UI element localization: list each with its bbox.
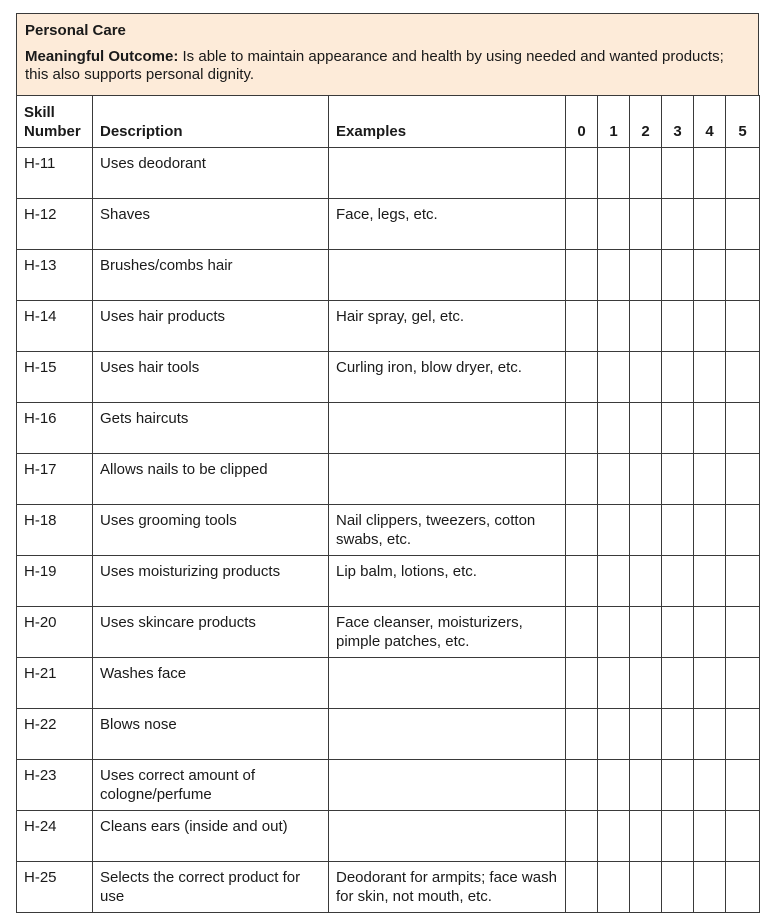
score-4-cell[interactable] [694, 454, 726, 505]
score-2-cell[interactable] [630, 148, 662, 199]
score-0-cell[interactable] [566, 352, 598, 403]
score-5-cell[interactable] [726, 301, 760, 352]
meaningful-outcome [25, 48, 750, 84]
score-3-cell[interactable] [662, 811, 694, 862]
examples-cell [329, 760, 566, 811]
score-2-cell[interactable] [630, 658, 662, 709]
outcome-text: Is able to maintain appearance and health by using needed and wanted products; this also supports personal dignity. [25, 48, 724, 83]
score-1-cell[interactable] [598, 811, 630, 862]
examples-cell: Nail clippers, tweezers, cotton swabs, etc. [329, 505, 566, 556]
score-2-cell[interactable] [630, 250, 662, 301]
score-1-cell[interactable] [598, 148, 630, 199]
score-5-cell[interactable] [726, 607, 760, 658]
examples-cell [329, 250, 566, 301]
score-5-cell[interactable] [726, 709, 760, 760]
score-1-cell[interactable] [598, 760, 630, 811]
skill-number-cell: H-14 [17, 301, 93, 352]
examples-cell [329, 709, 566, 760]
table-row [17, 556, 760, 607]
description-cell: Uses moisturizing products [93, 556, 329, 607]
score-1-cell[interactable] [598, 454, 630, 505]
score-1-cell[interactable] [598, 607, 630, 658]
score-2-cell[interactable] [630, 301, 662, 352]
examples-cell [329, 658, 566, 709]
header-number-label: Number [24, 123, 81, 140]
table-row [17, 709, 760, 760]
score-0-cell[interactable] [566, 760, 598, 811]
score-0-cell[interactable] [566, 505, 598, 556]
score-5-cell[interactable] [726, 454, 760, 505]
skills-table-body [17, 148, 760, 913]
skill-number-cell: H-25 [17, 862, 93, 913]
score-2-cell[interactable] [630, 556, 662, 607]
score-3-cell[interactable] [662, 658, 694, 709]
header-score-1: 1 [598, 96, 630, 148]
examples-cell [329, 454, 566, 505]
table-row [17, 505, 760, 556]
table-row [17, 352, 760, 403]
skill-number-cell: H-16 [17, 403, 93, 454]
examples-cell [329, 811, 566, 862]
description-cell: Uses deodorant [93, 148, 329, 199]
score-4-cell[interactable] [694, 250, 726, 301]
description-cell: Selects the correct product for use [93, 862, 329, 913]
score-2-cell[interactable] [630, 760, 662, 811]
score-2-cell[interactable] [630, 709, 662, 760]
personal-care-sheet [16, 13, 759, 913]
description-cell: Blows nose [93, 709, 329, 760]
score-1-cell[interactable] [598, 556, 630, 607]
header-skill-number [17, 96, 93, 148]
examples-cell: Deodorant for armpits; face wash for skin, not mouth, etc. [329, 862, 566, 913]
score-3-cell[interactable] [662, 301, 694, 352]
description-cell: Uses grooming tools [93, 505, 329, 556]
table-row [17, 250, 760, 301]
score-0-cell[interactable] [566, 148, 598, 199]
table-row [17, 301, 760, 352]
section-header [16, 13, 759, 95]
description-cell: Allows nails to be clipped [93, 454, 329, 505]
score-4-cell[interactable] [694, 403, 726, 454]
score-4-cell[interactable] [694, 811, 726, 862]
skill-number-cell: H-24 [17, 811, 93, 862]
section-title: Personal Care [25, 22, 126, 39]
score-5-cell[interactable] [726, 403, 760, 454]
header-score-4: 4 [694, 96, 726, 148]
table-row [17, 811, 760, 862]
description-cell: Brushes/combs hair [93, 250, 329, 301]
score-5-cell[interactable] [726, 199, 760, 250]
score-0-cell[interactable] [566, 454, 598, 505]
table-row [17, 454, 760, 505]
skill-number-cell: H-11 [17, 148, 93, 199]
score-3-cell[interactable] [662, 352, 694, 403]
skill-number-cell: H-18 [17, 505, 93, 556]
score-4-cell[interactable] [694, 607, 726, 658]
description-cell: Uses skincare products [93, 607, 329, 658]
header-examples: Examples [329, 96, 566, 148]
table-row [17, 658, 760, 709]
score-1-cell[interactable] [598, 352, 630, 403]
score-0-cell[interactable] [566, 658, 598, 709]
table-row [17, 607, 760, 658]
score-0-cell[interactable] [566, 811, 598, 862]
examples-cell [329, 403, 566, 454]
score-3-cell[interactable] [662, 760, 694, 811]
score-5-cell[interactable] [726, 505, 760, 556]
skill-number-cell: H-15 [17, 352, 93, 403]
score-0-cell[interactable] [566, 709, 598, 760]
description-cell: Uses hair tools [93, 352, 329, 403]
examples-cell [329, 148, 566, 199]
outcome-label: Meaningful Outcome: [25, 48, 179, 65]
score-5-cell[interactable] [726, 658, 760, 709]
score-5-cell[interactable] [726, 148, 760, 199]
score-3-cell[interactable] [662, 454, 694, 505]
score-4-cell[interactable] [694, 301, 726, 352]
header-score-3: 3 [662, 96, 694, 148]
skill-number-cell: H-17 [17, 454, 93, 505]
header-score-0: 0 [566, 96, 598, 148]
score-3-cell[interactable] [662, 199, 694, 250]
score-4-cell[interactable] [694, 352, 726, 403]
score-1-cell[interactable] [598, 301, 630, 352]
score-0-cell[interactable] [566, 301, 598, 352]
header-description: Description [93, 96, 329, 148]
table-row [17, 148, 760, 199]
description-cell: Gets haircuts [93, 403, 329, 454]
examples-cell: Curling iron, blow dryer, etc. [329, 352, 566, 403]
score-5-cell[interactable] [726, 760, 760, 811]
score-2-cell[interactable] [630, 607, 662, 658]
score-0-cell[interactable] [566, 250, 598, 301]
header-score-5: 5 [726, 96, 760, 148]
description-cell: Shaves [93, 199, 329, 250]
examples-cell: Face cleanser, moisturizers, pimple patches, etc. [329, 607, 566, 658]
table-header-row [17, 96, 760, 148]
header-score-2: 2 [630, 96, 662, 148]
score-4-cell[interactable] [694, 709, 726, 760]
score-3-cell[interactable] [662, 709, 694, 760]
score-1-cell[interactable] [598, 709, 630, 760]
score-1-cell[interactable] [598, 505, 630, 556]
examples-cell: Face, legs, etc. [329, 199, 566, 250]
score-5-cell[interactable] [726, 250, 760, 301]
skill-number-cell: H-12 [17, 199, 93, 250]
score-2-cell[interactable] [630, 505, 662, 556]
skill-number-cell: H-20 [17, 607, 93, 658]
score-4-cell[interactable] [694, 505, 726, 556]
score-0-cell[interactable] [566, 199, 598, 250]
description-cell: Uses correct amount of cologne/perfume [93, 760, 329, 811]
examples-cell: Hair spray, gel, etc. [329, 301, 566, 352]
table-row [17, 760, 760, 811]
score-4-cell[interactable] [694, 760, 726, 811]
table-row [17, 199, 760, 250]
score-1-cell[interactable] [598, 403, 630, 454]
examples-cell: Lip balm, lotions, etc. [329, 556, 566, 607]
score-3-cell[interactable] [662, 607, 694, 658]
score-4-cell[interactable] [694, 556, 726, 607]
score-4-cell[interactable] [694, 199, 726, 250]
skill-number-cell: H-13 [17, 250, 93, 301]
description-cell: Cleans ears (inside and out) [93, 811, 329, 862]
skill-number-cell: H-19 [17, 556, 93, 607]
skill-number-cell: H-22 [17, 709, 93, 760]
score-3-cell[interactable] [662, 148, 694, 199]
description-cell: Uses hair products [93, 301, 329, 352]
score-3-cell[interactable] [662, 556, 694, 607]
score-3-cell[interactable] [662, 505, 694, 556]
skill-number-cell: H-23 [17, 760, 93, 811]
score-2-cell[interactable] [630, 454, 662, 505]
score-4-cell[interactable] [694, 148, 726, 199]
score-1-cell[interactable] [598, 658, 630, 709]
score-2-cell[interactable] [630, 811, 662, 862]
score-0-cell[interactable] [566, 607, 598, 658]
score-0-cell[interactable] [566, 403, 598, 454]
header-skill-label: Skill [24, 104, 55, 121]
score-1-cell[interactable] [598, 199, 630, 250]
score-2-cell[interactable] [630, 352, 662, 403]
table-row [17, 403, 760, 454]
score-5-cell[interactable] [726, 556, 760, 607]
score-2-cell[interactable] [630, 403, 662, 454]
score-3-cell[interactable] [662, 403, 694, 454]
score-2-cell[interactable] [630, 199, 662, 250]
score-5-cell[interactable] [726, 352, 760, 403]
score-1-cell[interactable] [598, 250, 630, 301]
score-5-cell[interactable] [726, 811, 760, 862]
skills-table [16, 95, 760, 913]
score-0-cell[interactable] [566, 556, 598, 607]
score-4-cell[interactable] [694, 658, 726, 709]
skill-number-cell: H-21 [17, 658, 93, 709]
score-3-cell[interactable] [662, 250, 694, 301]
description-cell: Washes face [93, 658, 329, 709]
